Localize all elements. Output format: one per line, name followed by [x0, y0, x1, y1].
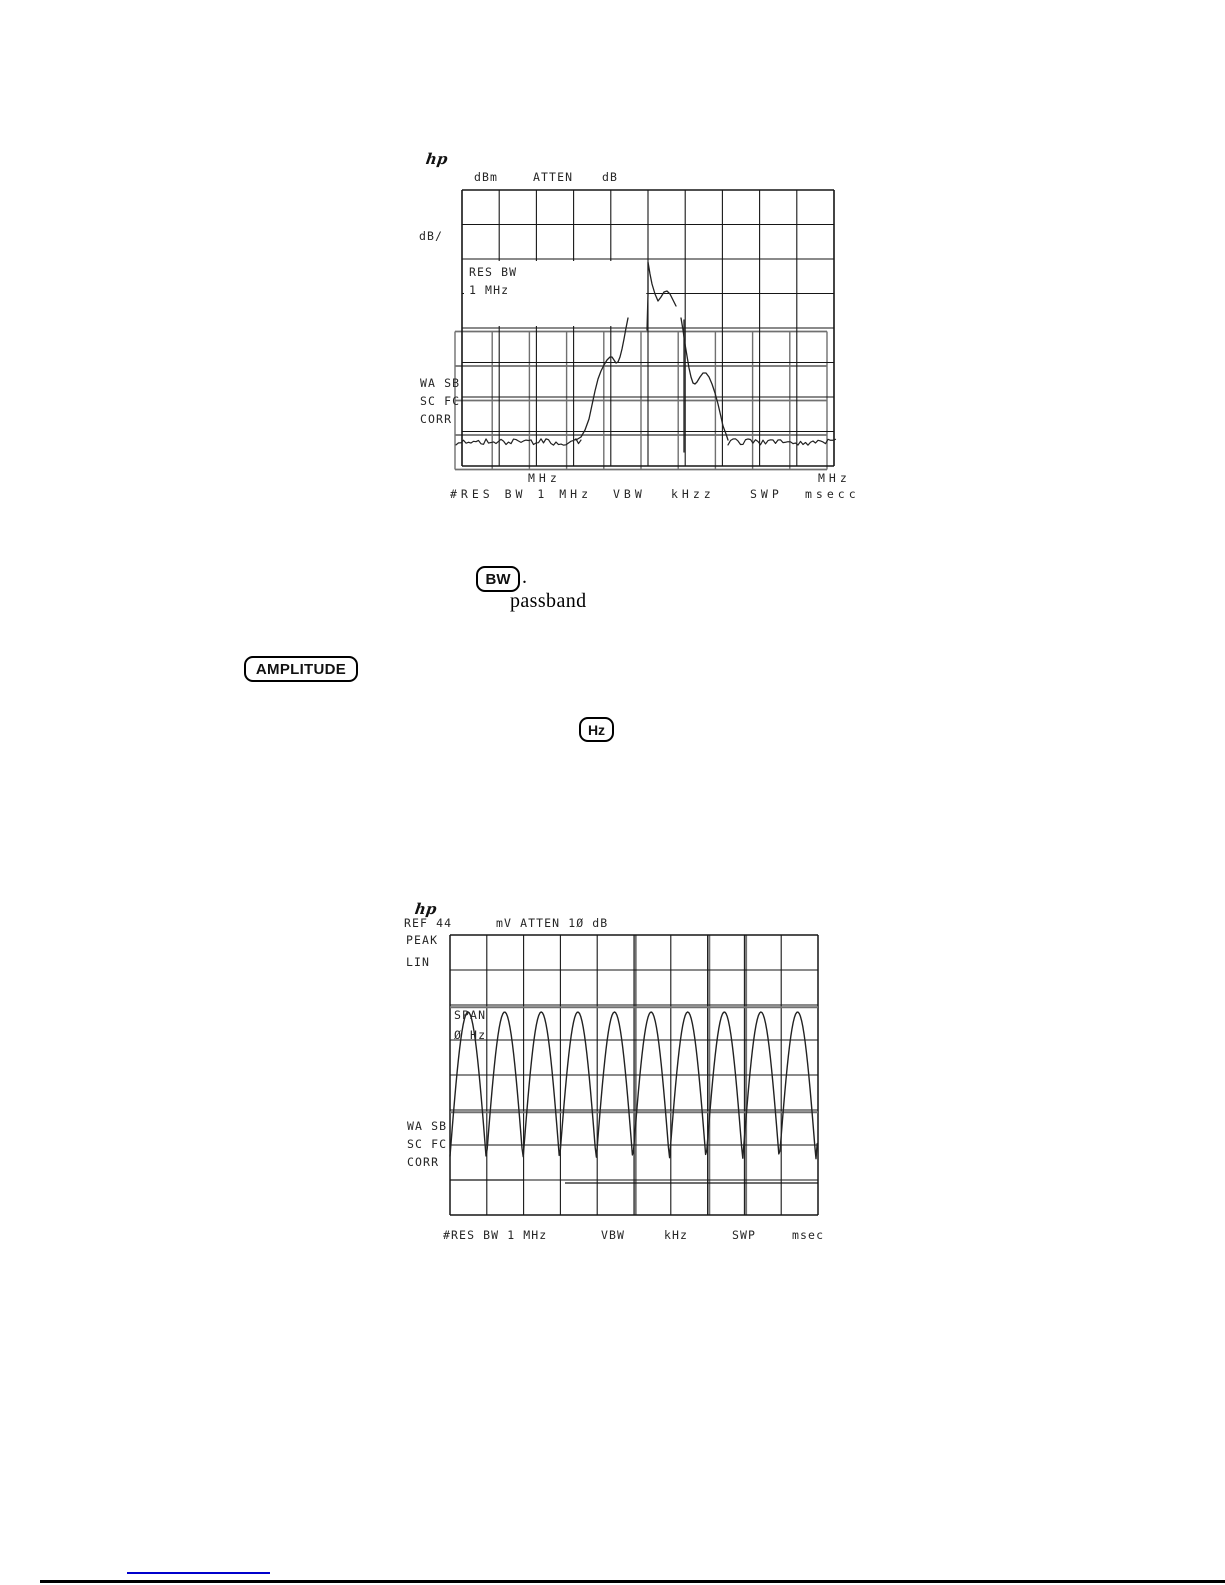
bw-key	[476, 566, 520, 592]
status-wa-sb: WA SB	[420, 376, 461, 390]
ref-level-readout: REF 44	[404, 916, 453, 930]
status-wa-sb: WA SB	[407, 1119, 448, 1133]
sweep-readout: SWP	[750, 487, 783, 501]
ref-level-unit-label: dBm	[474, 170, 499, 184]
sweep-unit-label: msec	[792, 1228, 825, 1242]
status-sc-fc: SC FC	[407, 1137, 448, 1151]
hyperlink-underline[interactable]	[127, 1572, 270, 1574]
vbw-readout: VBW	[613, 487, 646, 501]
hz-key-label: Hz	[587, 721, 606, 738]
span-annotation-line2: Ø Hz	[454, 1028, 487, 1042]
sweep-unit-label: msecc	[805, 487, 860, 501]
bw-key-label: BW	[485, 570, 511, 588]
center-freq-unit-label: MHz	[528, 471, 561, 485]
atten-label: ATTEN	[533, 170, 574, 184]
res-bw-annotation-line2: 1 MHz	[469, 283, 510, 297]
atten-unit-label: dB	[602, 170, 619, 184]
sweep-readout: SWP	[732, 1228, 757, 1242]
fig1-graticule-svg	[440, 178, 855, 478]
vbw-unit-label: kHz	[664, 1228, 689, 1242]
res-bw-readout: #RES BW 1 MHz	[450, 487, 593, 501]
amplitude-key-label: AMPLITUDE	[255, 660, 347, 678]
amplitude-key	[244, 656, 358, 682]
res-bw-annotation-line1: RES BW	[469, 265, 518, 279]
page-bottom-rule	[40, 1580, 1225, 1583]
status-sc-fc: SC FC	[420, 394, 461, 408]
span-unit-label: MHz	[818, 471, 851, 485]
scale-per-div-label: dB/	[419, 229, 444, 243]
passband-text: passband	[510, 590, 587, 612]
fig2-graticule-svg	[440, 925, 832, 1223]
status-corr: CORR	[420, 412, 453, 426]
vbw-unit-label: kHzz	[671, 487, 715, 501]
hp-logo-icon: hp	[424, 150, 449, 168]
span-annotation-line1: SPAN	[454, 1008, 487, 1022]
scale-lin-label: LIN	[406, 955, 431, 969]
hp-logo-icon: hp	[413, 900, 438, 918]
hz-key	[579, 717, 614, 742]
period-text: .	[522, 566, 527, 588]
res-bw-readout: #RES BW 1 MHz	[443, 1228, 548, 1242]
detector-peak-label: PEAK	[406, 933, 439, 947]
vbw-readout: VBW	[601, 1228, 626, 1242]
status-corr: CORR	[407, 1155, 440, 1169]
atten-readout: mV ATTEN 1Ø dB	[496, 916, 609, 930]
